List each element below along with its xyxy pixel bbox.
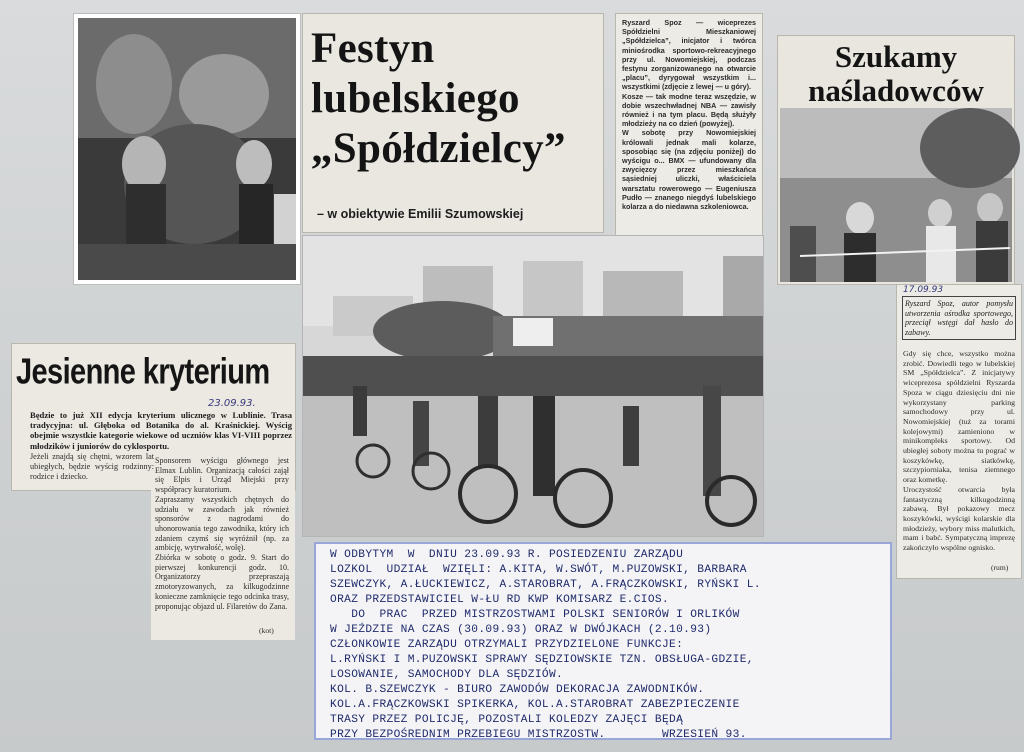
handwritten-note-line: TRASY PRZEZ POLICJĘ, POZOSTALI KOLEDZY ZAJĘCI BĘDĄ [330, 714, 684, 726]
handwritten-note [314, 542, 892, 740]
handwritten-note-line: SZEWCZYK, A.ŁUCKIEWICZ, A.STAROBRAT, A.FRĄCZKOWSKI, RYŃSKI L. [330, 579, 761, 591]
jesienne-lead: Będzie to już XII edycja kryterium ulicznego w Lublinie. Trasa tradycyjna: ul. Głęboka od Botanika do al. Kraśnickiej. Wyścig obejmie wszystkie kategorie wiekowe od uczniów klas VI-VIII poprzez młodzików i juniorów do cyklosportu. [30, 410, 292, 451]
festyn-photo-crowd [74, 14, 300, 284]
jesienne-date-stamp: 23.09.93. [208, 398, 256, 409]
cyclists-photo-image [303, 236, 763, 536]
festyn-sidebar-text: Ryszard Spoz — wiceprezes Spółdzielni Mieszkaniowej „Spółdzielca”, inicjator i twórca miniośrodka sportowo-rekreacyjnego przy ul. Nowomiejskiej, podczas festynu zorganizowanego na otwarcie „placu”, dyrygował wszystkim i... wszystkimi (zdjęcie z lewej — u góry). Kosze — tak modne teraz wszędzie, w dobie wszechwładnej NBA — zawisły również i na tym placu. Będą służyły młodzieży na co dzień (powyżej). W sobotę przy Nowomiejskiej królowali jednak mali kolarze, sposobiąc się (na zdjęciu poniżej) do wyścigu o... BMX — ufundowany dla zwycięzcy przez mieszkańca sąsiedniej uliczki, właściciela warsztatu rowerowego — Eugeniusza Pudło — znanego niegdyś lubelskiego kolarza a do niedawna szkoleniowca. [622, 18, 756, 212]
crowd-photo-image [74, 14, 300, 284]
szukamy-clipping [778, 36, 1014, 284]
festyn-headline-clipping [303, 14, 603, 232]
jesienne-lead-2: Jeżeli znajdą się chętni, wzorem lat ubiegłych, będzie wyścig rodzinny: rodzice i dziecko. [30, 452, 154, 481]
szukamy-text-clipping [897, 285, 1021, 578]
handwritten-note-line: LOZKOL UDZIAŁ WZIĘLI: A.KITA, W.SWÓT, M.PUZOWSKI, BARBARA [330, 564, 747, 576]
szukamy-signature: (rum) [991, 563, 1009, 572]
szukamy-date-stamp: 17.09.93 [903, 285, 944, 295]
handwritten-note-line: KOL. B.SZEWCZYK - BIURO ZAWODÓW DEKORACJA ZAWODNIKÓW. [330, 684, 705, 696]
handwritten-note-line: CZŁONKOWIE ZARZĄDU OTRZYMALI PRZYDZIELONE FUNKCJE: [330, 639, 684, 651]
jesienne-headline: Jesienne kryterium [16, 352, 270, 393]
handwritten-note-line: ORAZ PRZEDSTAWICIEL W-ŁU RD KWP KOMISARZ E.CIOS. [330, 594, 670, 606]
jesienne-signature: (kot) [259, 626, 274, 635]
handwritten-note-line: DO PRAC PRZED MISTRZOSTWAMI POLSKI SENIORÓW I ORLIKÓW [330, 609, 740, 621]
handwritten-note-line: W ODBYTYM W DNIU 23.09.93 R. POSIEDZENIU ZARZĄDU [330, 549, 684, 561]
szukamy-body: Gdy się chce, wszystko można zrobić. Dowiedli tego w lubelskiej SM „Spółdzielca”. Z inicjatywy wiceprezesa spółdzielni Ryszarda Spoza w ciągu dziesięciu dni nie wykorzystany parking samochodowy przy ul. Nowomiejskiej (tuż za torami kolejowymi) zamieniono w minikompleks sportowy. Od ubiegłej soboty można tu pograć w koszykówkę, siatkówkę, szczypiorniaka, tenisa ziemnego oraz kometkę. Uroczystość otwarcia była fantastyczną kilkugodzinną zabawą. Był pokazowy mecz koszykówki, wyścigi kolarskie dla młodzieży, wybory miss malutkich, mam i babć. Sympatyczną imprezę zakończyło wspólne ognisko. [903, 349, 1015, 553]
festyn-headline: Festyn lubelskiego „Spółdzielcy” [311, 25, 566, 172]
handwritten-note-line: W JEŹDZIE NA CZAS (30.09.93) ORAZ W DWÓJKACH (2.10.93) [330, 624, 712, 636]
szukamy-photo [780, 108, 1012, 282]
szukamy-caption: Ryszard Spoz, autor pomysłu utworzenia ośrodka sportowego, przeciął wstęgi dał hasło do zabawy. [902, 296, 1016, 340]
festyn-photo-cyclists [303, 236, 763, 536]
handwritten-note-lines [330, 548, 886, 743]
ribbon-cutting-photo-image [780, 108, 1012, 282]
jesienne-column-text: Sponsorem wyścigu głównego jest Elmax Lublin. Organizacją całości zajął się Elpis i Urząd Miejski przy współpracy kuratorium. Zapraszamy wszystkich chętnych do udziału w zawodach jak również sponsorów z nagrodami do uhonorowania tego zawodnika, który ich zdaniem czymś się wyróżnił (np. za ambicję, wytrwałość, wolę). Zbiórka w sobotę o godz. 9. Start do pierwszej konkurencji godz. 10. Organizatorzy przepraszają zmotoryzowanych, za kilkugodzinne konieczne zamknięcie tego odcinka trasy, proponując objazd ul. Filaretów do Zana. [155, 456, 289, 611]
festyn-sidebar-clipping [616, 14, 762, 236]
handwritten-note-line: L.RYŃSKI I M.PUZOWSKI SPRAWY SĘDZIOWSKIE TZN. OBSŁUGA-GDZIE, [330, 654, 754, 666]
szukamy-headline: Szukamy naśladowców [808, 39, 984, 108]
jesienne-column-clipping [151, 456, 295, 640]
handwritten-note-line: PRZY BEZPOŚREDNIM PRZEBIEGU MISTRZOSTW. WRZESIEŃ 93. [330, 729, 747, 741]
festyn-byline: – w obiektywie Emilii Szumowskiej [317, 207, 524, 221]
handwritten-note-line: KOL.A.FRĄCZKOWSKI SPIKERKA, KOL.A.STAROBRAT ZABEZPIECZENIE [330, 699, 740, 711]
handwritten-note-line: LOSOWANIE, SAMOCHODY DLA SĘDZIÓW. [330, 669, 564, 681]
